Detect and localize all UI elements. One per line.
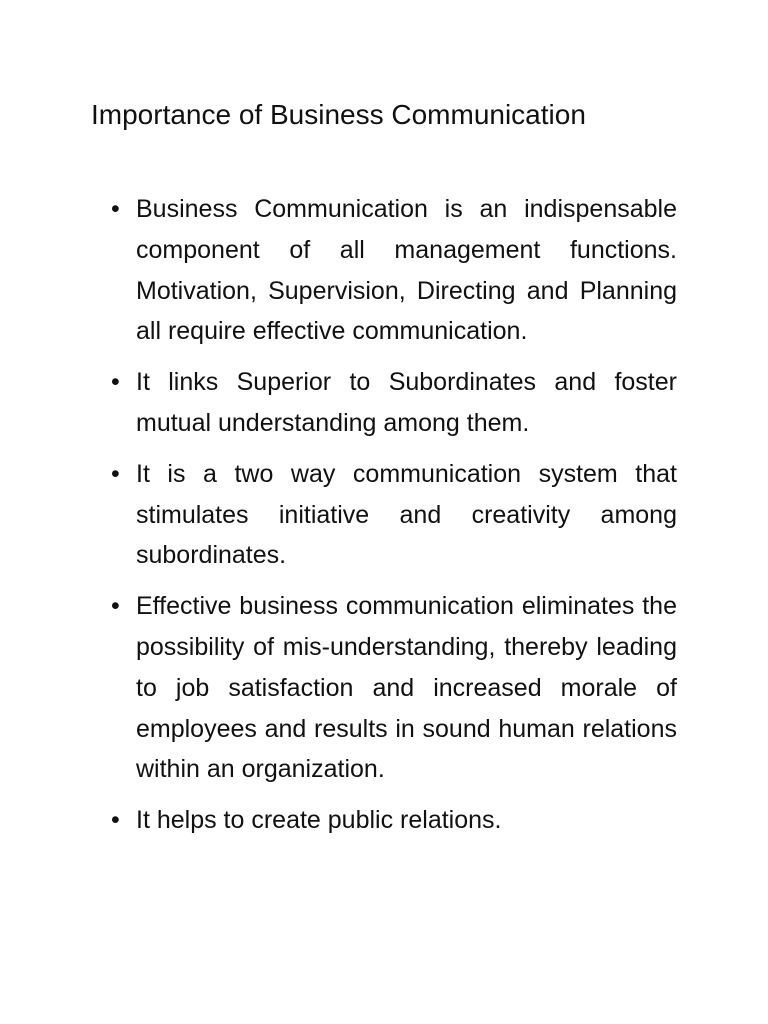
page-title: Importance of Business Communication [91, 99, 586, 130]
list-item [111, 362, 677, 444]
bullet-icon: • [111, 459, 120, 488]
list-item-text: It links Superior to Subordinates and foster mutual understanding among them. [136, 368, 677, 437]
bullet-icon: • [111, 592, 120, 621]
list-item [111, 189, 677, 352]
bullet-icon: • [111, 195, 120, 223]
list-item-text: Effective business communication eliminates the possibility of mis-understanding, thereby leading to job satisfaction and increased morale of employees and results in sound human relations within an organization. [136, 592, 677, 784]
bullet-list [111, 189, 677, 841]
list-item-text: Business Communication is an indispensable component of all management functions. Motivation, Supervision, Directing and Planning all require effective communication. [136, 195, 677, 346]
bullet-icon: • [111, 806, 120, 835]
list-item [111, 800, 677, 841]
bullet-icon: • [111, 368, 120, 397]
list-item [111, 586, 677, 790]
list-item [111, 454, 677, 576]
list-item-text: It helps to create public relations. [136, 806, 502, 835]
list-item-text: It is a two way communication system that stimulates initiative and creativity among subordinates. [136, 459, 677, 570]
